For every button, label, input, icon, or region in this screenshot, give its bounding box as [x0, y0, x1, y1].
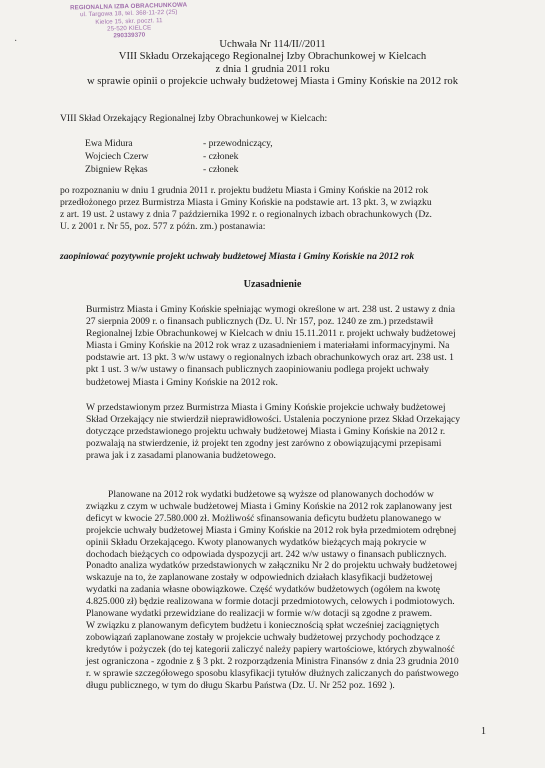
- text-line: przedłożonego przez Burmistrza Miasta i Gminy Końskie na podstawie art. 13 pkt. 3, w związku: [60, 197, 432, 209]
- text-line: r. w sprawie szczegółowego sposobu klasyfikacji tytułów dłużnych zaliczanych do państwowego: [86, 667, 459, 679]
- justification-heading: Uzasadnienie: [243, 279, 302, 290]
- text-line: Planowane wydatki przewidziane do realizacji w formie w/w dotacji są zgodne z prawem.: [86, 608, 433, 620]
- member-role: - członek: [203, 151, 239, 162]
- text-line: kredytów i pożyczek (do tej kategorii zaliczyć należy papiery wartościowe, których zbywalność: [86, 643, 455, 655]
- resolution-decision: zaopiniować pozytywnie projekt uchwały budżetowej Miasta i Gminy Końskie na 2012 rok: [60, 251, 415, 262]
- text-line: z art. 19 ust. 2 ustawy z dnia 7 października 1992 r. o regionalnych izbach obrachunkowych (Dz.: [60, 209, 432, 221]
- justification-paragraph-3: [86, 489, 490, 691]
- text-line: dotyczące przedstawionego projektu uchwały budżetowej Miasta i Gminy Końskie na 2012 r.: [86, 426, 446, 438]
- text-line: związku z czym w uchwale budżetowej Miasta i Gminy Końskie na 2012 rok zaplanowany jest: [86, 500, 453, 512]
- text-line: podstawie art. 13 pkt. 3 w/w ustawy o regionalnych izbach obrachunkowych oraz art. 238 ust. 1: [86, 352, 454, 364]
- stamp-line: REGIONALNA IZBA OBRACHUNKOWA: [69, 1, 188, 12]
- text-line: prawa jak i z zasadami planowania budżetowego.: [86, 450, 276, 462]
- text-line: W przedstawionym przez Burmistrza Miasta i Gminy Końskie projekcie uchwały budżetowej: [86, 402, 446, 413]
- stamp-line: Kielce 15, skr. poczt. 11: [95, 16, 163, 26]
- resolution-date: z dnia 1 grudnia 2011 roku: [215, 64, 330, 75]
- text-line: Burmistrz Miasta i Gminy Końskie spełniając wymogi określone w art. 238 ust. 2 ustawy z dnia: [86, 304, 456, 315]
- text-line: projekcie uchwały budżetowej Miasta i Gminy Końskie na 2012 rok była przedmiotem odrębnej: [86, 524, 457, 536]
- text-line: opinii Składu Orzekającego. Kwoty planowanych wydatków bieżących mają pokrycie w: [86, 536, 427, 548]
- text-line: budżetowej Miasta i Gminy Końskie na 2012 rok.: [86, 376, 278, 388]
- text-line: pkt 1 ust. 3 w/w ustawy o finansach publicznych zaopiniowaniu podlega projekt uchwały: [86, 364, 429, 376]
- text-line: jest ograniczona - zgodnie z § 3 pkt. 2 rozporządzenia Ministra Finansów z dnia 23 grudnia 2010: [86, 655, 459, 667]
- member-role: - członek: [203, 164, 239, 175]
- preamble-paragraph: [60, 185, 494, 233]
- text-line: W związku z planowanym deficytem budżetu i koniecznością spłat wcześniej zaciągniętych: [86, 619, 440, 631]
- text-line: deficyt w kwocie 27.580.000 zł. Możliwość sfinansowania deficytu budżetu planowanego w: [86, 512, 442, 524]
- text-line: Miasta i Gminy Końskie na 2012 rok wraz z uzasadnieniem i materiałami informacyjnymi. Na: [86, 340, 450, 352]
- stamp-line: ul. Targowa 18, tel. 368-11-22 (25): [79, 9, 178, 19]
- member-name: Zbigniew Rękas: [85, 164, 148, 175]
- text-line: Skład Orzekający nie stwierdził nieprawidłowości. Ustalenia poczynione przez Skład Orzekający: [86, 414, 461, 426]
- text-line: zobowiązań zaplanowane zostały w projekcie uchwały budżetowej przychody pochodzące z: [86, 631, 441, 643]
- text-line: po rozpoznaniu w dniu 1 grudnia 2011 r. projektu budżetu Miasta i Gminy Końskie na 2012 rok: [60, 185, 429, 196]
- official-stamp: [54, 1, 205, 41]
- text-line: wydatki na zadania własne obowiązkowe. Część wydatków budżetowych (ogółem na kwotę: [86, 584, 441, 596]
- resolution-subject: w sprawie opinii o projekcie uchwały budżetowej Miasta i Gminy Końskie na 2012 rok: [87, 76, 458, 87]
- member-name: Ewa Midura: [85, 138, 133, 149]
- member-role: - przewodniczący,: [203, 138, 273, 149]
- stamp-line: 290339370: [113, 31, 146, 40]
- justification-paragraph-2: [86, 402, 490, 462]
- text-line: Planowane na 2012 rok wydatki budżetowe są wyższe od planowanych dochodów w: [108, 489, 434, 500]
- text-line: wskazuje na to, że zaplanowane zostały w odpowiednich działach klasyfikacji budżetowej: [86, 572, 433, 584]
- stamp-line: 25-520 KIELCE: [106, 24, 152, 33]
- resolution-subtitle: VIII Składu Orzekającego Regionalnej Izby Obrachunkowej w Kielcach: [118, 51, 427, 62]
- resolution-title: Uchwała Nr 114/II//2011: [219, 39, 326, 50]
- text-line: 27 sierpnia 2009 r. o finansach publicznych (Dz. U. Nr 157, poz. 1240 ze zm.) przedstawił: [86, 316, 434, 328]
- text-line: Regionalnej Izbie Obrachunkowej w Kielcach w dniu 15.11.2011 r. projekt uchwały budżetowej: [86, 328, 456, 340]
- text-line: U. z 2001 r. Nr 55, poz. 577 z późn. zm.) postanawia:: [60, 221, 266, 233]
- text-line: Ponadto analiza wydatków przedstawionych w załączniku Nr 2 do projektu uchwały budżetowej: [86, 560, 458, 572]
- justification-paragraph-1: [86, 304, 490, 389]
- composition-intro: VIII Skład Orzekający Regionalnej Izby Obrachunkowej w Kielcach:: [60, 113, 328, 124]
- margin-mark: ·: [14, 36, 18, 47]
- text-line: pozwalają na stwierdzenie, iż projekt ten zgodny jest zarówno z obowiązującymi przepisami: [86, 438, 442, 450]
- page-number: 1: [481, 726, 486, 737]
- member-name: Wojciech Czerw: [85, 151, 149, 162]
- text-line: dochodach bieżących co odpowiada dyspozycji art. 242 w/w ustawy o finansach publicznych.: [86, 548, 447, 560]
- text-line: długu publicznego, w tym do długu Skarbu Państwa (Dz. U. Nr 252 poz. 1692 ).: [86, 679, 395, 691]
- text-line: 4.825.000 zł) będzie realizowana w formie dotacji przedmiotowych, celowych i podmiotowych.: [86, 596, 455, 608]
